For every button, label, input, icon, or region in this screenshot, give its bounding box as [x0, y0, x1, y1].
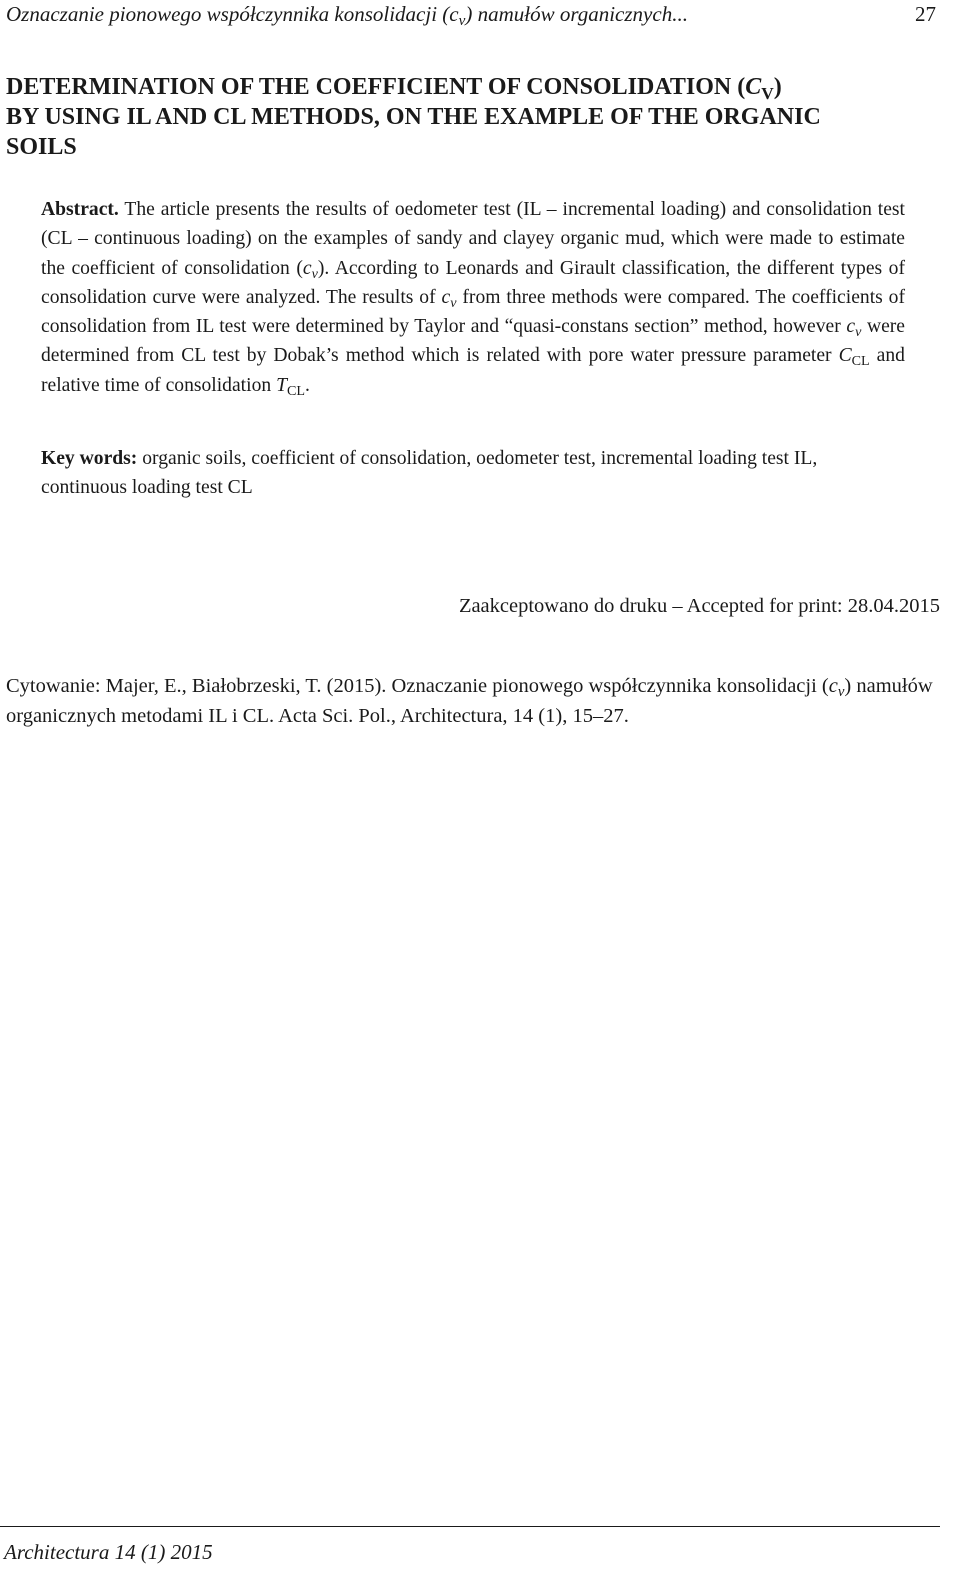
footer-journal: Architectura 14 (1) 2015: [4, 1540, 213, 1564]
title-line-3: SOILS: [6, 134, 77, 160]
running-head-title: Oznaczanie pionowego współczynnika konsolidacji $(c_v)$ namułów organicznych...: [6, 2, 688, 30]
article-title: [6, 72, 936, 162]
accepted-date: Zaakceptowano do druku – Accepted for print: 28.04.2015: [458, 595, 940, 617]
title-line-2: BY USING IL AND CL METHODS, ON THE EXAMPLE OF THE ORGANIC: [6, 104, 821, 130]
footer-rule: [0, 1526, 940, 1527]
abstract-label: Abstract.: [41, 199, 119, 220]
page-number: 27: [915, 2, 936, 26]
citation: Cytowanie: Majer, E., Białobrzeski, T. (2015). Oznaczanie pionowego współczynnika konsolidacji $(c_v)$ namułów organicznych metodami IL i CL. Acta Sci. Pol., Architectura, 14 (1), 15–27.: [6, 675, 933, 727]
keywords-label: Key words:: [41, 448, 138, 469]
abstract-paragraph: Abstract. The article presents the results of oedometer test (IL – incremental loading) and consolidation test (CL – continuous loading) on the examples of sandy and clayey organic mud, which were made to estimate the coefficient of consolidation $(c_v)$. According to Leonards and Girault classification, the different types of consolidation curve were analyzed. The results of $c_v$ from three methods were compared. The coefficients of consolidation from IL test were determined by Taylor and “quasi-constans section” method, however $c_v$ were determined from CL test by Dobak’s method which is related with pore water pressure parameter $C_{CL}$ and relative time of consolidation $T_{CL}$.: [41, 199, 906, 399]
title-line-1: DETERMINATION OF THE COEFFICIENT OF CONSOLIDATION $(C_V)$: [6, 74, 782, 103]
running-head: [6, 2, 936, 34]
keywords-paragraph: Key words: organic soils, coefficient of consolidation, oedometer test, incremental loading test IL, continuous loading test CL: [41, 448, 818, 499]
